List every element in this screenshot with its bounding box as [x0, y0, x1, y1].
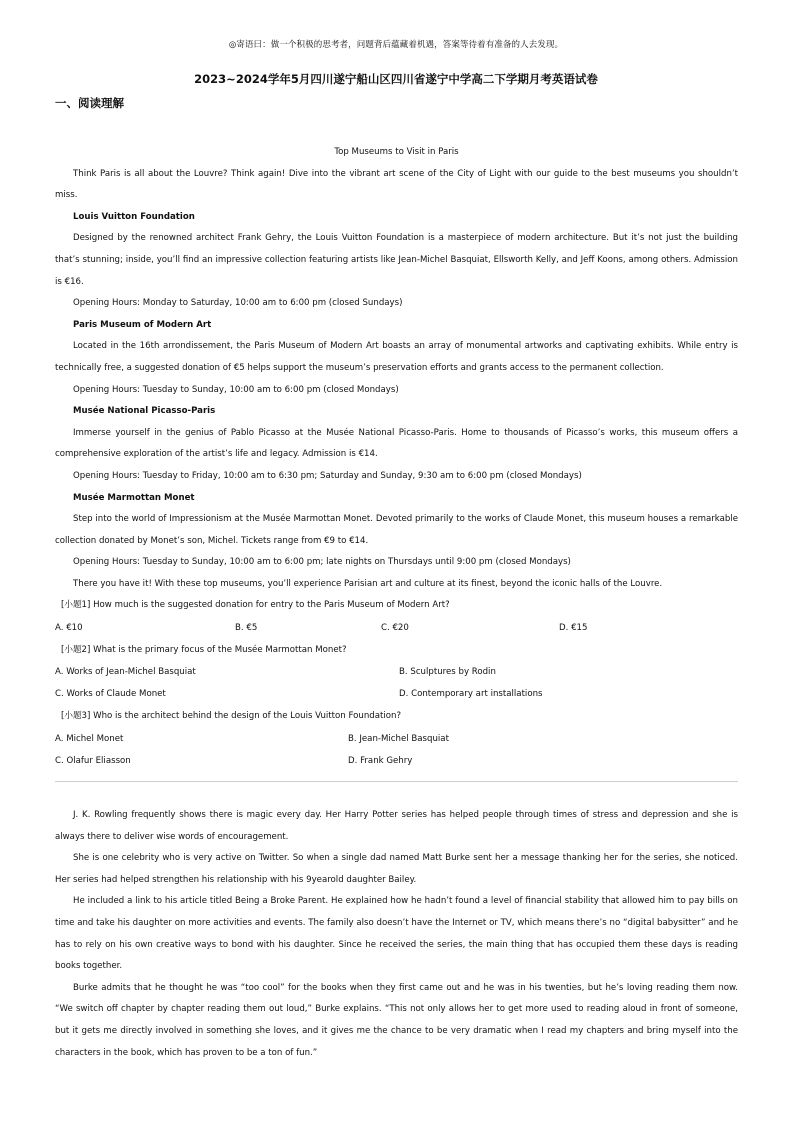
- option-c[interactable]: C. €20: [381, 622, 409, 633]
- passage-1: [55, 142, 738, 773]
- question-3-options-row-2: [55, 751, 738, 774]
- passage-2-paragraph-3: He included a link to his article titled Being a Broke Parent. He explained how he hadn’t found a level of financial stability that allowed him to pay bills on time and take his daughter on more activities and events. The family also doesn’t have the Internet or TV, which means there’s no “digital babysitter” and he has to rely on his own creative ways to bond with his daughter. Since he received the series, the main thing that has occupied them these days is reading books together.: [55, 896, 738, 972]
- passage-2-paragraph-4: Burke admits that he thought he was “too cool” for the books when they first came out and he was in his twenties, but he’s loving reading them now. “We switch off chapter by chapter reading them out loud,” Burke explains. “This not only allows her to get more used to reading aloud in front of someone, but it gets me directly involved in something she loves, and it gives me the chance to be very dramatic when I read my chapters and bring myself into the characters in the book, which has proven to be a ton of fun.”: [55, 982, 738, 1058]
- option-c[interactable]: C. Works of Claude Monet: [55, 689, 166, 700]
- museum-hours: Opening Hours: Tuesday to Sunday, 10:00 am to 6:00 pm; late nights on Thursdays until 9:00 pm (closed Mondays): [73, 557, 571, 568]
- museum-description: Immerse yourself in the genius of Pablo Picasso at the Musée National Picasso-Paris. Home to thousands of Picasso’s works, this museum offers a comprehensive exploration of the artist’s life and legacy. Admission is €14.: [55, 427, 738, 460]
- question-1-options: [55, 617, 738, 640]
- option-b[interactable]: B. Jean-Michel Basquiat: [348, 733, 449, 744]
- museum-description: Located in the 16th arrondissement, the Paris Museum of Modern Art boasts an array of monumental artworks and captivating exhibits. While entry is technically free, a suggested donation of €5 helps support the museum’s preservation efforts and grants access to the permanent collection.: [55, 341, 738, 373]
- section-title: 一、阅读理解: [55, 96, 124, 110]
- option-d[interactable]: D. Frank Gehry: [348, 756, 413, 767]
- passage-2-paragraph-1: J. K. Rowling frequently shows there is magic every day. Her Harry Potter series has helped people through times of stress and depression and she is always there to deliver wise words of encouragement.: [55, 810, 738, 842]
- question-3-options-row-1: [55, 728, 738, 751]
- museum-description: Designed by the renowned architect Frank Gehry, the Louis Vuitton Foundation is a masterpiece of modern architecture. But it’s not just the building that’s stunning; inside, you’ll find an impressive collection featuring artists like Jean-Michel Basquiat, Ellsworth Kelly, and Jeff Koons, among others. Admission is €16.: [55, 233, 738, 287]
- question-3: [小题3] Who is the architect behind the design of the Louis Vuitton Foundation?: [61, 711, 402, 722]
- passage-2: [55, 805, 738, 1064]
- passage-2-paragraph-2: She is one celebrity who is very active on Twitter. So when a single dad named Matt Burke sent her a message thanking her for the series, she noticed. Her series had helped strengthen his relationship with his 9yearold daughter Bailey.: [55, 853, 738, 885]
- museum-name: Musée National Picasso-Paris: [73, 406, 216, 417]
- passage-title: Top Museums to Visit in Paris: [334, 147, 459, 157]
- option-b[interactable]: B. Sculptures by Rodin: [399, 666, 496, 677]
- question-2: [小题2] What is the primary focus of the Musée Marmottan Monet?: [61, 644, 347, 655]
- question-2-options-row-1: [55, 661, 738, 684]
- museum-description: Step into the world of Impressionism at the Musée Marmottan Monet. Devoted primarily to the works of Claude Monet, this museum houses a remarkable collection donated by Monet’s son, Michel. Tickets range from €9 to €14.: [55, 514, 738, 546]
- museum-hours: Opening Hours: Tuesday to Sunday, 10:00 am to 6:00 pm (closed Mondays): [73, 384, 399, 395]
- motto: ◎寄语曰：做一个积极的思考者，问题背后蕴藏着机遇，答案等待着有准备的人去发现。: [228, 40, 564, 50]
- museum-hours: Opening Hours: Tuesday to Friday, 10:00 am to 6:30 pm; Saturday and Sunday, 9:30 am to 6:00 pm (closed Mondays): [73, 470, 582, 481]
- museum-hours: Opening Hours: Monday to Saturday, 10:00 am to 6:00 pm (closed Sundays): [73, 298, 403, 309]
- section-divider: [55, 781, 738, 782]
- exam-title: 2023~2024学年5月四川遂宁船山区四川省遂宁中学高二下学期月考英语试卷: [194, 72, 598, 86]
- option-a[interactable]: A. Works of Jean-Michel Basquiat: [55, 666, 196, 677]
- option-a[interactable]: A. €10: [55, 622, 83, 633]
- museum-name: Paris Museum of Modern Art: [73, 319, 212, 330]
- passage-intro: Think Paris is all about the Louvre? Think again! Dive into the vibrant art scene of the City of Light with our guide to the best museums you shouldn’t miss.: [55, 168, 738, 201]
- question-2-options-row-2: [55, 684, 738, 707]
- museum-name: Musée Marmottan Monet: [73, 492, 195, 503]
- museum-name: Louis Vuitton Foundation: [73, 211, 195, 222]
- option-a[interactable]: A. Michel Monet: [55, 733, 124, 744]
- option-c[interactable]: C. Olafur Eliasson: [55, 756, 131, 767]
- passage-outro: There you have it! With these top museums, you’ll experience Parisian art and culture at its finest, beyond the iconic halls of the Louvre.: [73, 578, 663, 589]
- option-d[interactable]: D. Contemporary art installations: [399, 689, 543, 700]
- question-1: [小题1] How much is the suggested donation for entry to the Paris Museum of Modern Art?: [61, 600, 450, 611]
- option-d[interactable]: D. €15: [559, 622, 588, 633]
- option-b[interactable]: B. €5: [235, 622, 258, 633]
